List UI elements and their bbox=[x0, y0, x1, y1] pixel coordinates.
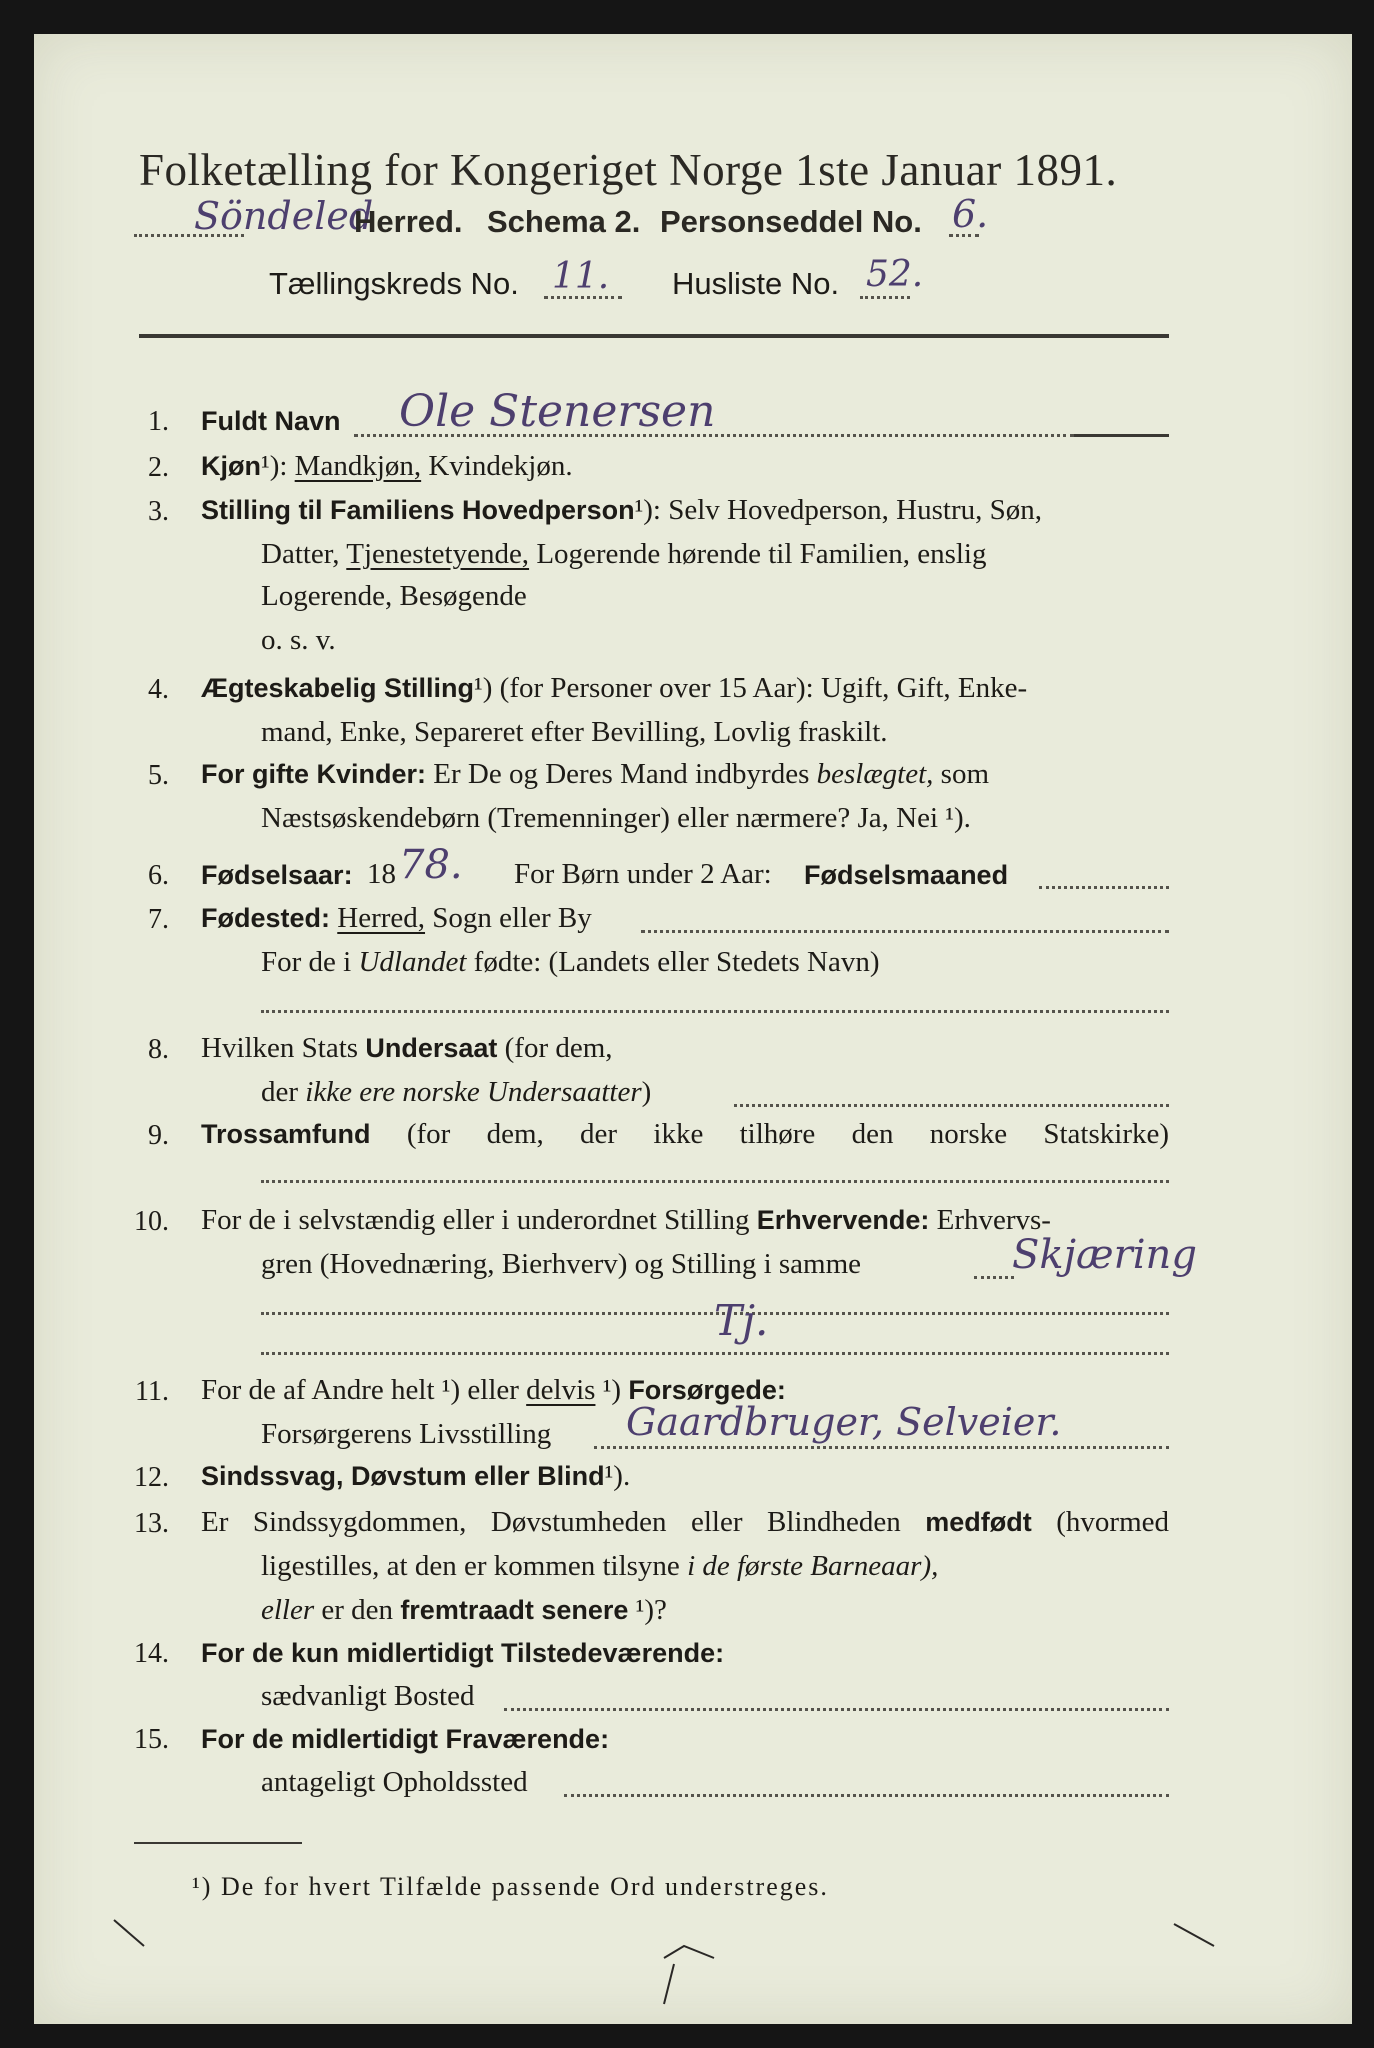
pen-mark bbox=[1174, 1924, 1214, 1946]
q10-erhverv-value: Skjæring bbox=[1012, 1232, 1197, 1278]
q8-label: Undersaat bbox=[365, 1033, 498, 1063]
q4-label: Ægteskabelig Stilling bbox=[201, 673, 475, 703]
q13-text-eller: eller bbox=[261, 1594, 315, 1626]
item-number: 2. bbox=[148, 452, 169, 483]
item-number: 5. bbox=[148, 760, 169, 791]
q11-line2: Forsørgerens Livsstilling bbox=[261, 1418, 552, 1450]
q3-options-2: Logerende hørende til Familien, enslig bbox=[536, 538, 987, 570]
q7-options-rest: Sogn eller By bbox=[432, 902, 592, 934]
census-form-page bbox=[34, 34, 1352, 2024]
item-number: 1. bbox=[148, 406, 169, 437]
q4-line2: mand, Enke, Separeret efter Bevilling, Lovlig fraskilt. bbox=[261, 716, 888, 748]
q3-footnote-ref: ¹): bbox=[634, 494, 661, 526]
item-number: 15. bbox=[134, 1724, 169, 1755]
q13-text-4: i de første Barneaar), bbox=[687, 1550, 939, 1582]
q3-label: Stilling til Familiens Hovedperson bbox=[201, 495, 635, 525]
q5-text-1: Er De og Deres Mand indbyrdes bbox=[433, 758, 810, 790]
schema-label: Schema 2. bbox=[487, 204, 641, 239]
q6-mid-text: For Børn under 2 Aar: bbox=[514, 858, 772, 890]
q2-option-mandkjon: Mandkjøn, bbox=[294, 450, 422, 482]
q14-label: For de kun midlertidigt Tilstedeværende: bbox=[201, 1638, 725, 1668]
q2-option-kvindekjon: Kvindekjøn. bbox=[428, 450, 573, 482]
q10-stilling-value: Tj. bbox=[714, 1296, 769, 1345]
q9-text: (for dem, der ikke tilhøre den norske Statskirke) bbox=[406, 1118, 1170, 1150]
q7-text-udlandet: Udlandet bbox=[358, 946, 467, 978]
item-number: 6. bbox=[148, 860, 169, 891]
q5-text-som: som bbox=[940, 758, 989, 790]
q6-year-value: 78. bbox=[399, 842, 463, 888]
husliste-label: Husliste No. bbox=[672, 266, 840, 301]
q6-label: Fødselsaar: bbox=[201, 860, 353, 890]
q11-label: Forsørgede: bbox=[628, 1375, 786, 1405]
q1-name-value: Ole Stenersen bbox=[399, 386, 716, 437]
q15-label: For de midlertidigt Fraværende: bbox=[201, 1724, 610, 1754]
item-number: 12. bbox=[134, 1462, 169, 1493]
personseddel-value: 6. bbox=[952, 192, 989, 236]
q13-label: medfødt bbox=[925, 1507, 1032, 1537]
q10-text-2: Erhvervs- bbox=[936, 1204, 1051, 1236]
form-title: Folketælling for Kongeriget Norge 1ste Januar 1891. bbox=[139, 145, 1118, 195]
q8-text-2: (for dem, bbox=[504, 1032, 613, 1064]
q2-label: Kjøn bbox=[201, 451, 261, 481]
q10-line2: gren (Hovednæring, Bierhverv) og Stilling i samme bbox=[261, 1248, 862, 1280]
q5-label: For gifte Kvinder: bbox=[201, 759, 427, 789]
q10-text-1: For de i selvstændig eller i underordnet Stilling bbox=[201, 1204, 750, 1236]
q7-text-2: fødte: (Landets eller Stedets Navn) bbox=[473, 946, 880, 978]
q11-footnote-ref: ¹) bbox=[602, 1374, 622, 1406]
herred-value: Söndeled bbox=[194, 194, 374, 238]
q11-livsstilling-value: Gaardbruger, Selveier. bbox=[626, 1400, 1062, 1444]
q3-option-tjenestetyende: Tjenestetyende, bbox=[346, 538, 530, 570]
item-number: 14. bbox=[134, 1638, 169, 1669]
q11-option-delvis: delvis bbox=[526, 1374, 596, 1406]
pen-mark bbox=[664, 1964, 674, 2004]
q8-line2: der ikke ere norske Undersaatter) bbox=[261, 1076, 652, 1108]
q4-footnote-ref: ¹) bbox=[474, 672, 493, 704]
q2-footnote-ref: ¹): bbox=[261, 450, 288, 482]
q3-options-1: Selv Hovedperson, Hustru, Søn, bbox=[668, 494, 1043, 526]
q13-text-1: Er Sindssygdommen, Døvstumheden eller Blindheden bbox=[201, 1506, 901, 1538]
q6-label2: Fødselsmaaned bbox=[804, 860, 1009, 890]
q7-label: Fødested: bbox=[201, 903, 331, 933]
q5-line2: Næstsøskendebørn (Tremenninger) eller nærmere? Ja, Nei ¹). bbox=[261, 802, 971, 834]
item-number: 13. bbox=[134, 1508, 169, 1539]
q7-text-1: For de i bbox=[261, 946, 352, 978]
q8-text-1: Hvilken Stats bbox=[201, 1032, 359, 1064]
item-number: 11. bbox=[135, 1376, 169, 1407]
q8-text-3: der bbox=[261, 1076, 299, 1108]
pen-mark bbox=[114, 1920, 144, 1946]
herred-label: Herred. bbox=[354, 204, 463, 239]
item-number: 7. bbox=[148, 904, 169, 935]
item-number: 10. bbox=[134, 1206, 169, 1237]
q5-text-beslaegtet: beslægtet, bbox=[816, 758, 934, 790]
footnote: ¹) De for hvert Tilfælde passende Ord understreges. bbox=[192, 1872, 829, 1901]
personseddel-label: Personseddel No. bbox=[660, 204, 922, 239]
kreds-label: Tællingskreds No. bbox=[269, 266, 519, 301]
q3-option-datter: Datter, bbox=[261, 538, 340, 570]
q13-footnote-ref: ¹)? bbox=[635, 1594, 667, 1626]
pen-mark bbox=[664, 1946, 714, 1958]
q1-label: Fuldt Navn bbox=[201, 406, 341, 436]
item-number: 8. bbox=[148, 1034, 169, 1065]
q15-line2: antageligt Opholdssted bbox=[261, 1766, 528, 1798]
q11-text-1: For de af Andre helt ¹) eller bbox=[201, 1374, 519, 1406]
q4-options-1: (for Personer over 15 Aar): Ugift, Gift, Enke- bbox=[499, 672, 1028, 704]
q13-text-2: (hvormed bbox=[1056, 1506, 1169, 1538]
q8-text-4: ikke ere norske Undersaatter bbox=[305, 1076, 642, 1108]
q14-line2: sædvanligt Bosted bbox=[261, 1680, 475, 1712]
q10-label: Erhvervende: bbox=[756, 1205, 930, 1235]
q9-label: Trossamfund bbox=[201, 1119, 371, 1149]
q13-label-2: fremtraadt senere bbox=[400, 1595, 629, 1625]
q3-line4: o. s. v. bbox=[261, 624, 336, 656]
q13-text-3: ligestilles, at den er kommen tilsyne bbox=[261, 1550, 680, 1582]
stray-pen-marks bbox=[34, 34, 1352, 2024]
item-number: 9. bbox=[148, 1120, 169, 1151]
item-number: 3. bbox=[148, 496, 169, 527]
husliste-value: 52. bbox=[866, 254, 924, 295]
q12-label: Sindssvag, Døvstum eller Blind bbox=[201, 1461, 605, 1491]
q12-footnote-ref: ¹). bbox=[604, 1460, 631, 1492]
q3-line3: Logerende, Besøgende bbox=[261, 580, 527, 612]
q13-text-5: er den bbox=[321, 1594, 394, 1626]
q6-prefix: 18 bbox=[367, 858, 396, 890]
item-number: 4. bbox=[148, 674, 169, 705]
q7-option-herred: Herred, bbox=[337, 902, 426, 934]
kreds-value: 11. bbox=[552, 256, 610, 297]
